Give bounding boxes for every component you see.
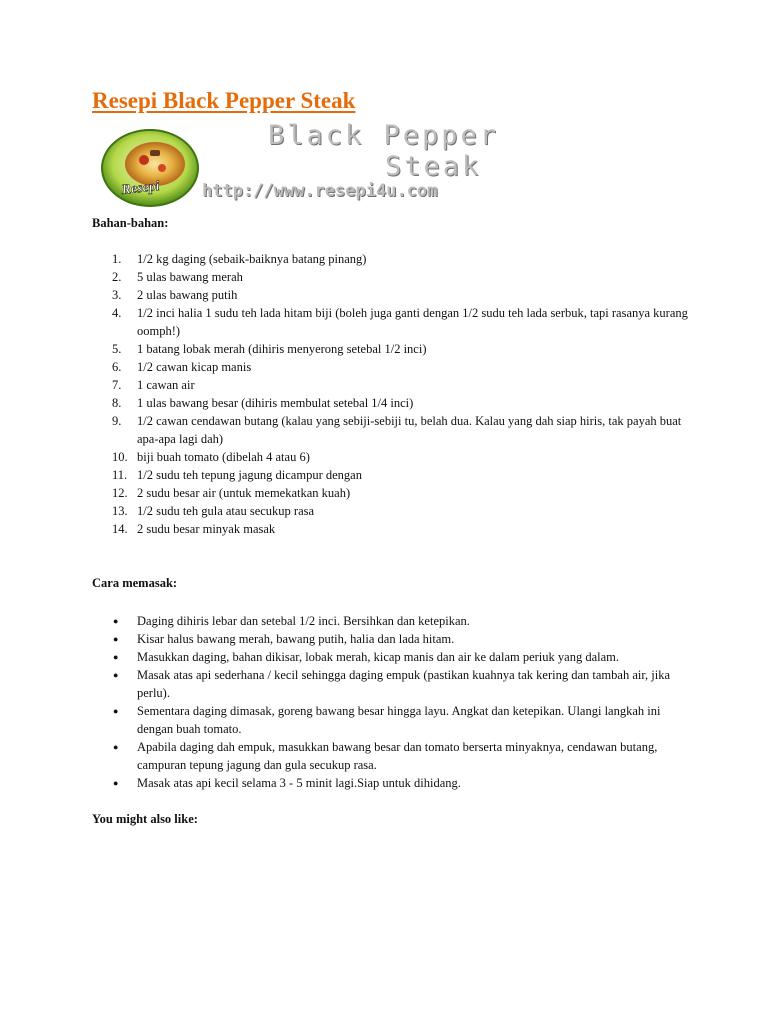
ingredient-number: 1.: [112, 252, 122, 266]
ingredient-number: 6.: [112, 360, 122, 374]
method-step: [92, 738, 692, 774]
bullet-icon: ●: [113, 652, 119, 662]
ingredient-number: 11.: [112, 468, 128, 482]
ingredient-item: [92, 340, 692, 358]
ingredient-item: [92, 304, 692, 340]
banner-url: http://www.resepi4u.com: [202, 181, 438, 201]
ingredient-item: [92, 268, 692, 286]
method-step: [92, 774, 692, 792]
method-step: [92, 612, 692, 630]
ingredient-item: [92, 376, 692, 394]
method-step-text: Masukkan daging, bahan dikisar, lobak merah, kicap manis dan air ke dalam periuk yang dalam.: [137, 650, 619, 664]
ingredient-number: 3.: [112, 288, 122, 302]
ingredient-number: 14.: [112, 522, 128, 536]
ingredient-number: 10.: [112, 450, 128, 464]
method-list: [92, 612, 692, 792]
ingredient-item: [92, 520, 692, 538]
method-step: [92, 666, 692, 702]
banner-text: [100, 118, 500, 208]
ingredient-item: [92, 358, 692, 376]
method-step-text: Kisar halus bawang merah, bawang putih, halia dan lada hitam.: [137, 632, 455, 646]
ingredient-item: [92, 412, 692, 448]
banner-line-2: Steak: [385, 151, 482, 182]
method-step: [92, 630, 692, 648]
bullet-icon: ●: [113, 778, 119, 788]
ingredient-item: [92, 466, 692, 484]
ingredient-number: 12.: [112, 486, 128, 500]
ingredient-text: biji buah tomato (dibelah 4 atau 6): [137, 450, 310, 464]
ingredient-text: 1/2 cawan cendawan butang (kalau yang sebiji-sebiji tu, belah dua. Kalau yang dah siap hiris, tak payah buat apa-apa lagi dah): [137, 414, 682, 446]
bullet-icon: ●: [113, 706, 119, 716]
bullet-icon: ●: [113, 616, 119, 626]
method-step-text: Masak atas api sederhana / kecil sehingga daging empuk (pastikan kuahnya tak kering dan tambah air, jika perlu).: [137, 668, 671, 700]
method-step: [92, 648, 692, 666]
ingredient-text: 1 batang lobak merah (dihiris menyerong setebal 1/2 inci): [137, 342, 427, 356]
ingredient-number: 2.: [112, 270, 122, 284]
ingredient-item: [92, 250, 692, 268]
ingredient-text: 1 ulas bawang besar (dihiris membulat setebal 1/4 inci): [137, 396, 414, 410]
ingredient-text: 1/2 cawan kicap manis: [137, 360, 252, 374]
ingredient-text: 5 ulas bawang merah: [137, 270, 243, 284]
ingredient-text: 1/2 inci halia 1 sudu teh lada hitam biji (boleh juga ganti dengan 1/2 sudu teh lada serbuk, tapi rasanya kurang oomph!): [137, 306, 688, 338]
method-step-text: Masak atas api kecil selama 3 - 5 minit lagi.Siap untuk dihidang.: [137, 776, 461, 790]
ingredient-text: 2 ulas bawang putih: [137, 288, 238, 302]
ingredient-number: 4.: [112, 306, 122, 320]
bullet-icon: ●: [113, 634, 119, 644]
ingredient-text: 2 sudu besar air (untuk memekatkan kuah): [137, 486, 351, 500]
ingredient-number: 5.: [112, 342, 122, 356]
ingredient-number: 9.: [112, 414, 122, 428]
method-heading: Cara memasak:: [92, 576, 178, 590]
method-step: [92, 702, 692, 738]
ingredient-text: 1/2 sudu teh gula atau secukup rasa: [137, 504, 315, 518]
ingredient-number: 7.: [112, 378, 122, 392]
ingredient-text: 2 sudu besar minyak masak: [137, 522, 276, 536]
recipe-banner-image: [100, 118, 500, 208]
ingredient-item: [92, 448, 692, 466]
bullet-icon: ●: [113, 742, 119, 752]
ingredient-item: [92, 286, 692, 304]
page-title: Resepi Black Pepper Steak: [92, 88, 356, 113]
ingredients-heading: Bahan-bahan:: [92, 216, 169, 230]
you-might-also-like-heading: You might also like:: [92, 812, 198, 826]
ingredient-item: [92, 394, 692, 412]
ingredient-item: [92, 502, 692, 520]
method-step-text: Apabila daging dah empuk, masukkan bawang besar dan tomato berserta minyaknya, cendawan butang, campuran tepung jagung dan gula secukup rasa.: [137, 740, 658, 772]
ingredient-number: 13.: [112, 504, 128, 518]
ingredients-list: [92, 250, 692, 538]
svg-text:Resepi: Resepi: [120, 179, 161, 198]
ingredient-number: 8.: [112, 396, 122, 410]
ingredient-text: 1 cawan air: [137, 378, 195, 392]
bullet-icon: ●: [113, 670, 119, 680]
method-step-text: Daging dihiris lebar dan setebal 1/2 inci. Bersihkan dan ketepikan.: [137, 614, 470, 628]
method-step-text: Sementara daging dimasak, goreng bawang besar hingga layu. Angkat dan ketepikan. Ulangi langkah ini dengan buah tomato.: [137, 704, 661, 736]
banner-line-1: Black Pepper: [268, 120, 500, 151]
ingredient-text: 1/2 kg daging (sebaik-baiknya batang pinang): [137, 252, 367, 266]
ingredient-text: 1/2 sudu teh tepung jagung dicampur dengan: [137, 468, 362, 482]
ingredient-item: [92, 484, 692, 502]
